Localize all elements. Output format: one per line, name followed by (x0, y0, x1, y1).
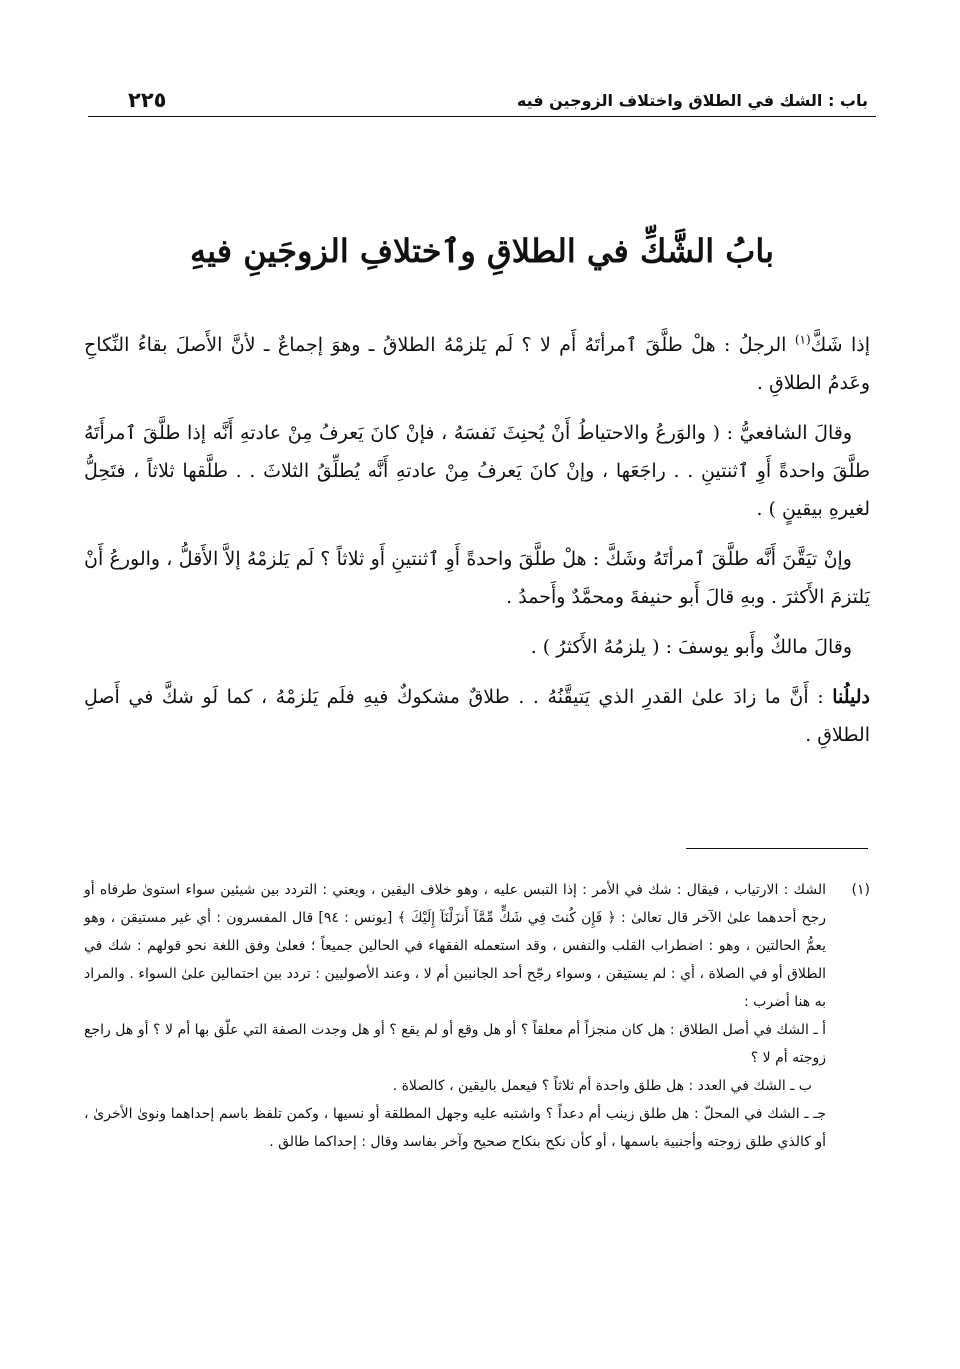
footnote-body (84, 876, 870, 1156)
main-text (84, 326, 870, 766)
paragraph-1-rest: الرجلُ : هلْ طلَّقَ ٱمرأتَهُ أَم لا ؟ لَم يَلزمْهُ الطلاقُ ـ وهوَ إجماعٌ ـ لأنَّ الأَصلَ بقاءُ النِّكاحِ وعَدمُ الطلاقِ . (84, 334, 870, 394)
paragraph-5 (84, 678, 870, 754)
running-title: باب : الشك في الطلاق واختلاف الزوجين فيه (516, 91, 868, 110)
footnote-separator (686, 848, 868, 849)
footnote-intro: الشك : الارتياب ، فيقال : شك في الأمر : إذا التبس عليه ، وهو خلاف اليقين ، ويعني : التردد بين شيئين سواء استوىٰ طرفاه أو رجح أحدهما علىٰ الآخر قال تعالىٰ : ﴿ فَإِن كُنتَ فِي شَكٍّ مِّمَّآ أَنزَلْنَآ إِلَيْكَ ﴾ [يونس : ٩٤] قال المفسرون : أي غير مستيقن ، وهو يعمُّ الحالتين ، وهو : اضطراب القلب والنفس ، وقد استعمله الفقهاء في الحالين جميعاً ؛ فعلىٰ وفق اللغة نحو قولهم : شك في الطلاق أو في الصلاة ، أي : لم يستيقن ، وسواء رجّح أحد الجانبين أم لا ، وعند الأصوليين : تردد بين احتمالين علىٰ السواء . والمراد به هنا أضرب : (84, 882, 827, 1010)
footnote-reference[interactable]: (١) (794, 332, 811, 347)
paragraph-2: وقالَ الشافعيُّ : ( والوَرعُ والاحتياطُ أَنْ يُحنِثَ نَفسَهُ ، فإنْ كانَ يَعرفُ مِنْ عادتهِ أَنَّه إذا طلَّقَ ٱمرأَتَهُ طلَّقَ واحدةً أَوِ ٱثنتينِ . . راجَعَها ، وإنْ كانَ يَعرفُ مِنْ عادتهِ أَنَّه يُطلِّقُ الثلاثَ . . طلَّقها ثلاثاً ، فتَحِلُّ لغيرهِ بيقينٍ ) . (84, 422, 870, 520)
chapter-title: بابُ الشَّكِّ في الطلاقِ وٱختلافِ الزوجَينِ فيهِ (189, 232, 775, 270)
paragraph-1-start: إذا شَكَّ (810, 334, 870, 356)
footnote-number: (١) (851, 882, 870, 898)
paragraph-1 (84, 326, 870, 402)
footnote-item-c: جـ ـ الشك في المحلّ : هل طلق زينب أم دعداً ؟ واشتبه عليه وجهل المطلقة أو نسيها ، وكمن تلفظ باسم إحداهما ونوىٰ الأخرىٰ ، أو كالذي طلق زوجته وأجنبية باسمها ، أو كأن نكح بنكاح صحيح وآخر بفاسد وقال : إحداكما طالق . (84, 1106, 826, 1150)
running-header (88, 72, 876, 117)
page-number: ٢٢٥ (128, 88, 167, 112)
paragraph-3: وإنْ تيَقَّنَ أَنَّه طلَّقَ ٱمرأتَهُ وشَكَّ : هلْ طلَّقَ واحدةً أَوِ ٱثنتينِ أَو ثلاثاً ؟ لَم يَلزمْهُ إلاَّ الأَقلُّ ، والورعُ أَنْ يَلتزمَ الأَكثرَ . وبهِ قالَ أَبو حنيفةَ ومحمَّدٌ وأَحمدُ . (84, 548, 870, 608)
paragraph-5-text: : أَنَّ ما زادَ علىٰ القدرِ الذي يَتيقَّنُهُ . . طلاقٌ مشكوكٌ فيهِ فلَم يَلزمْهُ ، كما لَو شكَّ في أَصلِ الطلاقِ . (84, 686, 870, 746)
paragraph-4: وقالَ مالكٌ وأَبو يوسفَ : ( يلزمُهُ الأَكثرُ ) . (530, 636, 852, 658)
footnote-item-a: أ ـ الشك في أصل الطلاق : هل كان منجزاً أم معلقاً ؟ أو هل وقع أو لم يقع ؟ أو هل وجدت الصفة التي علّق بها أم لا ؟ أو هل راجع زوجته أم لا ؟ (84, 1022, 826, 1066)
footnote-item-b: ب ـ الشك في العدد : هل طلق واحدة أم ثلاثاً ؟ فيعمل باليقين ، كالصلاة . (392, 1078, 812, 1094)
footnote (84, 876, 870, 1156)
evidence-label: دليلُنا (832, 686, 870, 708)
